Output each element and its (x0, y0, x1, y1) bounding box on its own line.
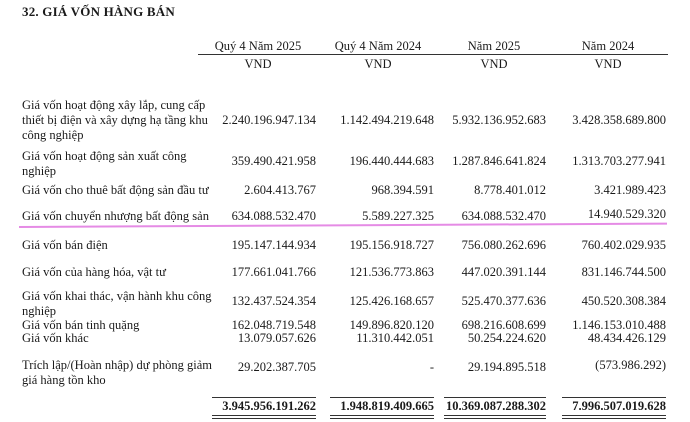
row-value: 14.940.529.320 (587, 207, 666, 221)
row-value: - (429, 360, 434, 374)
row-value: 132.437.524.354 (231, 294, 316, 308)
row-value: 2.240.196.947.134 (222, 113, 316, 127)
total-value: 10.369.087.288.302 (446, 399, 546, 413)
row-label: Trích lập/(Hoàn nhập) dự phòng giảm giá hàng tồn kho (22, 358, 212, 387)
column-header-q4-2024: Quý 4 Năm 2024 VND (318, 38, 438, 72)
row-label: Giá vốn hoạt động sản xuất công nghiệp (22, 149, 187, 178)
row-value: 29.202.387.705 (237, 360, 316, 374)
row-label: Giá vốn khác (22, 331, 89, 345)
row-value: 5.589.227.325 (362, 209, 434, 223)
column-header-2024: Năm 2024 VND (548, 38, 668, 72)
total-value: 7.996.507.019.628 (572, 399, 666, 413)
row-label: Giá vốn của hàng hóa, vật tư (22, 265, 166, 279)
row-value: 447.020.391.144 (461, 265, 546, 279)
row-value: 1.142.494.219.648 (340, 113, 434, 127)
row-value: 162.048.719.548 (231, 318, 316, 332)
row-value: 968.394.591 (371, 183, 434, 197)
row-label: Giá vốn hoạt động xây lắp, cung cấp thiết bị điện và xây dựng hạ tầng khu công nghiệp (22, 98, 208, 142)
row-value: 29.194.895.518 (467, 360, 546, 374)
row-value: 149.896.820.120 (349, 318, 434, 332)
row-value: 5.932.136.952.683 (452, 113, 546, 127)
totals-double-rule (330, 415, 434, 419)
totals-top-rule (212, 397, 316, 398)
section-title: 32. GIÁ VỐN HÀNG BÁN (22, 4, 175, 19)
row-value: (573.986.292) (595, 358, 666, 372)
row-value: 11.310.442.051 (356, 331, 434, 345)
totals-double-rule (444, 415, 546, 419)
row-value: 3.421.989.423 (594, 183, 666, 197)
row-label: Giá vốn cho thuê bất động sản đầu tư (22, 183, 209, 197)
row-value: 634.088.532.470 (231, 209, 316, 223)
row-value: 756.080.262.696 (461, 238, 546, 252)
row-value: 2.604.413.767 (244, 183, 316, 197)
row-value: 3.428.358.689.800 (572, 113, 666, 127)
totals-top-rule (562, 397, 666, 398)
totals-double-rule (562, 415, 666, 419)
row-value: 525.470.377.636 (461, 294, 546, 308)
row-label: Giá vốn bán điện (22, 238, 108, 252)
row-label: Giá vốn chuyển nhượng bất động sản (22, 209, 209, 223)
row-label: Giá vốn bán tinh quặng (22, 318, 140, 332)
row-value: 48.434.426.129 (587, 331, 666, 345)
row-value: 1.313.703.277.941 (572, 154, 666, 168)
row-value: 698.216.608.699 (461, 318, 546, 332)
row-value: 195.147.144.934 (231, 238, 316, 252)
row-value: 121.536.773.863 (349, 265, 434, 279)
row-value: 196.440.444.683 (349, 154, 434, 168)
row-value: 1.146.153.010.488 (572, 318, 666, 332)
row-value: 634.088.532.470 (461, 209, 546, 223)
row-value: 450.520.308.384 (581, 294, 666, 308)
row-value: 50.254.224.620 (467, 331, 546, 345)
row-value: 8.778.401.012 (474, 183, 546, 197)
totals-top-rule (444, 397, 546, 398)
column-header-q4-2025: Quý 4 Năm 2025 VND (198, 38, 318, 72)
total-value: 1.948.819.409.665 (340, 399, 434, 413)
row-value: 359.490.421.958 (231, 154, 316, 168)
column-header-2025: Năm 2025 VND (434, 38, 554, 72)
row-value: 125.426.168.657 (349, 294, 434, 308)
row-value: 13.079.057.626 (237, 331, 316, 345)
row-label: Giá vốn khai thác, vận hành khu công nghiệp (22, 289, 212, 318)
totals-top-rule (330, 397, 434, 398)
row-value: 1.287.846.641.824 (452, 154, 546, 168)
total-value: 3.945.956.191.262 (222, 399, 316, 413)
row-value: 760.402.029.935 (581, 238, 666, 252)
totals-double-rule (212, 415, 316, 419)
row-value: 195.156.918.727 (349, 238, 434, 252)
row-value: 177.661.041.766 (231, 265, 316, 279)
row-value: 831.146.744.500 (581, 265, 666, 279)
